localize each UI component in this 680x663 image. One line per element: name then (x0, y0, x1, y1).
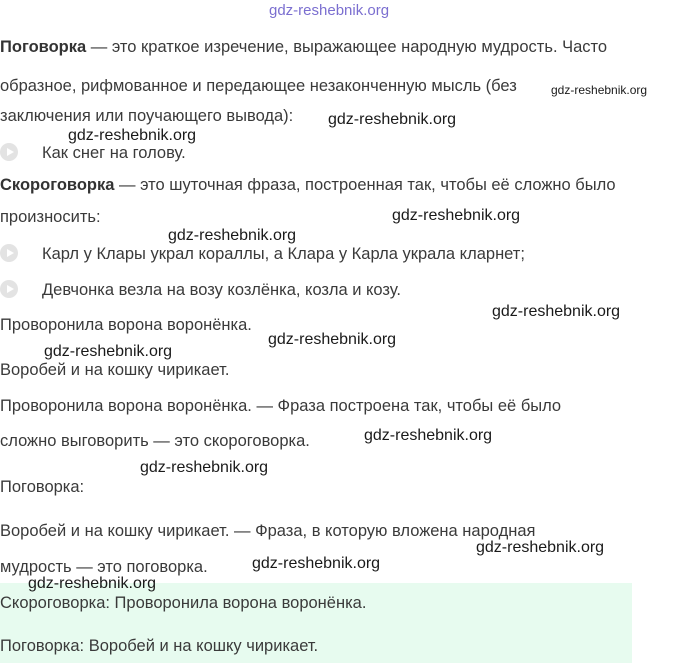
watermark: gdz-reshebnik.org (168, 227, 297, 244)
definition-pogovorka-line-2: образное, рифмованное и передающее незаконченную мысль (без (0, 77, 517, 95)
explanation-vorobey-line-2: мудрость — это поговорка. (0, 558, 208, 576)
example-skorogovorka-1: Карл у Клары украл кораллы, а Клара у Карла украла кларнет; (42, 245, 525, 263)
watermark: gdz-reshebnik.org (28, 575, 157, 592)
watermark: gdz-reshebnik.org (328, 111, 457, 128)
definition-pogovorka-line-1 (0, 37, 607, 57)
watermark: gdz-reshebnik.org (140, 459, 269, 476)
watermark: gdz-reshebnik.org (551, 83, 648, 97)
definition-skorogovorka-text: — это шуточная фраза, построенная так, чтобы её сложно было (114, 176, 616, 194)
watermark: gdz-reshebnik.org (392, 207, 521, 224)
bullet-arrow-icon (0, 280, 18, 298)
explanation-vorobey-line-1: Воробей и на кошку чирикает. — Фраза, в которую вложена народная (0, 522, 536, 540)
watermark: gdz-reshebnik.org (476, 539, 605, 556)
term-skorogovorka: Скороговорка (0, 176, 115, 194)
explanation-vorona-line-1: Проворонила ворона воронёнка. — Фраза построена так, чтобы её было (0, 397, 562, 415)
example-skorogovorka-2: Девчонка везла на возу козлёнка, козла и козу. (42, 281, 401, 299)
watermark: gdz-reshebnik.org (269, 2, 390, 19)
watermark: gdz-reshebnik.org (252, 555, 381, 572)
answer-pogovorka: Поговорка: Воробей и на кошку чирикает. (0, 637, 319, 655)
example-pogovorka: Как снег на голову. (42, 144, 186, 162)
explanation-vorona-line-2: сложно выговорить — это скороговорка. (0, 432, 310, 450)
watermark: gdz-reshebnik.org (268, 331, 397, 348)
bullet-arrow-icon (0, 244, 18, 262)
definition-pogovorka-text: — это краткое изречение, выражающее народную мудрость. Часто (86, 38, 608, 56)
definition-skorogovorka-line-2: произносить: (0, 208, 101, 226)
label-pogovorka: Поговорка: (0, 478, 85, 496)
definition-pogovorka-line-3: заключения или поучающего вывода): (0, 107, 294, 125)
answer-skorogovorka: Скороговорка: Проворонила ворона воронёнка. (0, 594, 367, 612)
term-pogovorka: Поговорка (0, 38, 87, 56)
definition-skorogovorka-line-1 (0, 175, 616, 195)
phrase-vorona: Проворонила ворона воронёнка. (0, 316, 252, 334)
watermark: gdz-reshebnik.org (364, 427, 493, 444)
watermark: gdz-reshebnik.org (68, 127, 197, 144)
bullet-arrow-icon (0, 143, 18, 161)
watermark: gdz-reshebnik.org (492, 303, 621, 320)
phrase-vorobey: Воробей и на кошку чирикает. (0, 361, 230, 379)
watermark: gdz-reshebnik.org (44, 343, 173, 360)
